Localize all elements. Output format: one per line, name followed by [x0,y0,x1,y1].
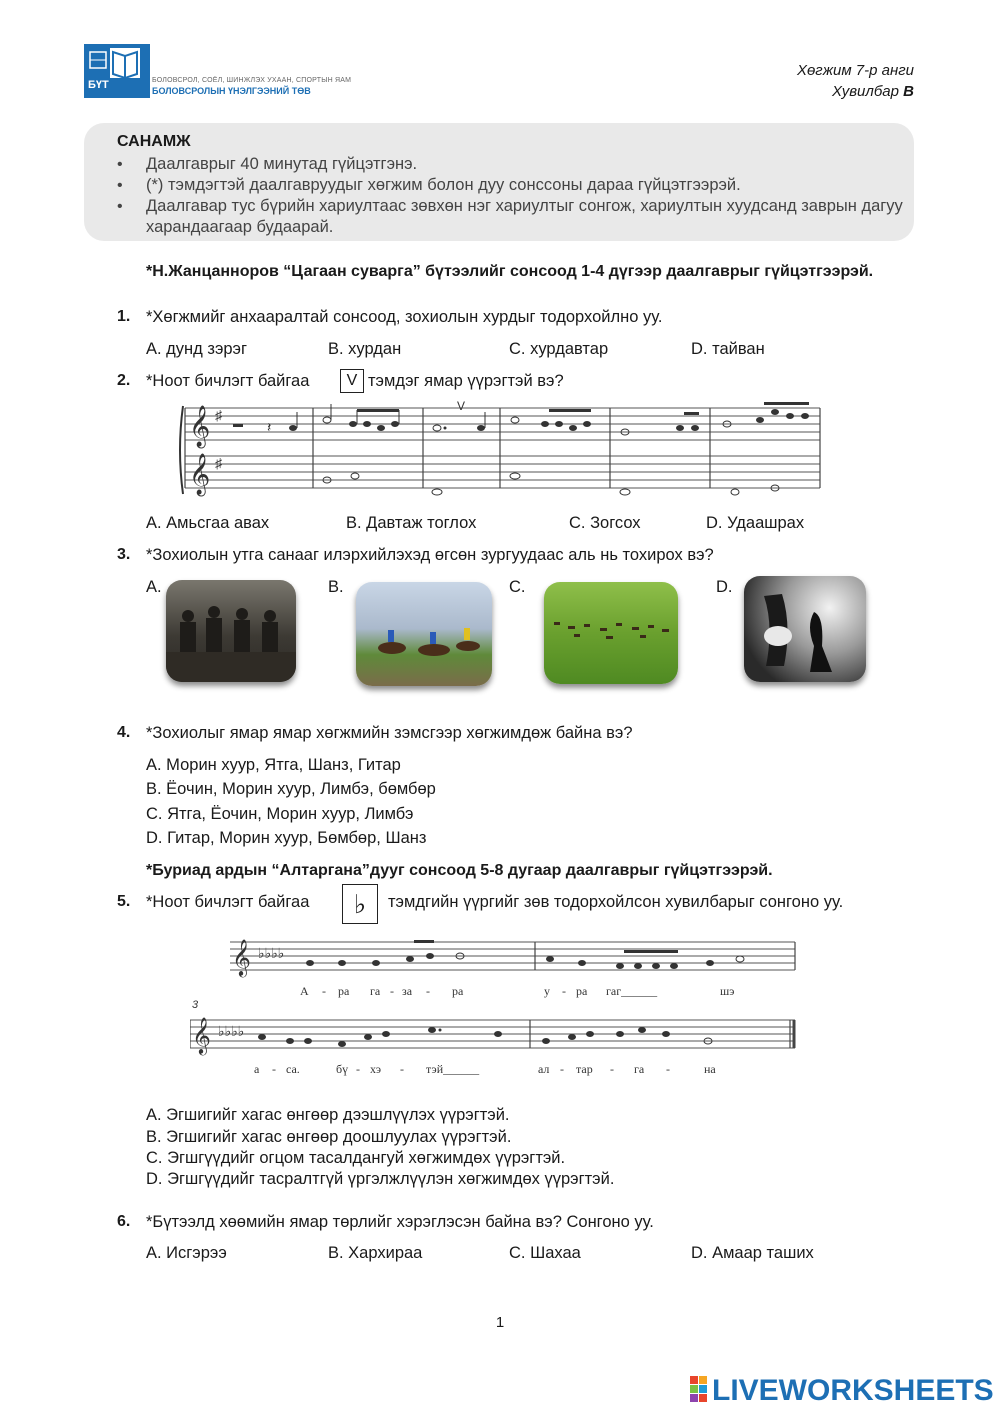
svg-text:𝄞: 𝄞 [192,1017,211,1053]
svg-text:𝄽: 𝄽 [267,419,272,435]
bullet-icon: • [117,156,123,173]
q3-label-d: D. [716,578,733,596]
lyric: у [544,984,550,998]
q3-image-warriors[interactable] [166,580,296,682]
lyric: га [370,984,381,998]
instruction-item: Даалгаврыг 40 минутад гүйцэтгэнэ. [146,155,418,173]
lyric: - [322,984,326,998]
lyric: - [666,1062,670,1076]
q3-number: 3. [117,546,131,563]
measure-number: 3 [192,999,199,1011]
lyric: бү [336,1062,349,1076]
lyric: - [426,984,430,998]
liveworksheets-watermark: LIVEWORKSHEETS [712,1374,994,1407]
q5-option-d[interactable]: D. Эгшгүүдийг тасралтгүй үргэлжлүүлэн хөгжимдөх үүрэгтэй. [146,1170,615,1188]
q6-option-a[interactable]: A. Исгэрээ [146,1244,227,1262]
lyric: ра [338,984,350,998]
q2-option-a[interactable]: A. Амьсгаа авах [146,514,270,532]
q1-option-c[interactable]: C. хурдавтар [509,340,609,358]
svg-text:V: V [457,399,466,413]
svg-text:𝄞: 𝄞 [232,939,251,975]
lyric: ра [452,984,464,998]
q4-number: 4. [117,724,131,741]
q2-option-c[interactable]: C. Зогсох [569,514,641,532]
q3-label-a: A. [146,578,162,596]
q5-text-before: *Ноот бичлэгт байгаа [146,893,310,911]
breath-mark-box: V [340,369,364,393]
lyric: са. [286,1062,300,1076]
lyric: тар [576,1062,593,1076]
q3-image-horse-race[interactable] [356,582,492,686]
q5-option-b[interactable]: B. Эгшигийг хагас өнгөөр доошлуулах үүрэгтэй. [146,1128,512,1146]
q5-number: 5. [117,893,131,910]
q5-option-a[interactable]: A. Эгшигийг хагас өнгөөр дээшлүүлэх үүрэгтэй. [146,1106,510,1124]
horse-race-image [356,582,492,686]
q2-option-b[interactable]: B. Давтаж тоглох [346,514,477,532]
instruction-item: (*) тэмдэгтэй даалгавруудыг хөгжим болон дуу сонссоны дараа гүйцэтгээрэй. [146,176,741,194]
lyric: ал [538,1062,550,1076]
q2-number: 2. [117,372,131,389]
logo-abbr: БҮТ [88,79,109,91]
figures-drawing-image [744,576,866,682]
instructions-title: САНАМЖ [117,133,191,150]
section-1-heading: *Н.Жанцанноров “Цагаан суварга” бүтээлийг сонсоод 1-4 дүгээр даалгаврыг гүйцэтгээрэй. [146,263,874,280]
q1-option-b[interactable]: B. хурдан [328,340,402,358]
q2-text-after: тэмдэг ямар үүрэгтэй вэ? [368,372,564,390]
variant-label: Хувилбар [832,83,899,100]
lyric: - [272,1062,276,1076]
q6-number: 6. [117,1213,131,1230]
q3-label-b: B. [328,578,344,596]
svg-text:♯: ♯ [215,455,222,471]
lyric: за [402,984,413,998]
lyric: - [610,1062,614,1076]
lyric: - [562,984,566,998]
lyric: а [254,1062,260,1076]
q5-text-after: тэмдгийн үүргийг зөв тодорхойлсон хувилбарыг сонгоно уу. [388,893,844,911]
section-2-heading: *Буриад ардын “Алтаргана”дууг сонсоод 5-8 дугаар даалгаврыг гүйцэтгээрэй. [146,862,773,879]
q1-text: *Хөгжмийг анхааралтай сонсоод, зохиолын хурдыг тодорхойлно уу. [146,308,663,326]
q1-option-d[interactable]: D. тайван [691,340,765,358]
q3-text: *Зохиолын утга санааг илэрхийлэхэд өгсөн зургуудаас аль нь тохирох вэ? [146,546,714,564]
lyric: - [356,1062,360,1076]
svg-text:𝄞: 𝄞 [189,405,211,446]
lyric: гаг______ [606,984,658,998]
q3-image-steppe-horses[interactable] [544,582,678,684]
variant-line [832,83,914,100]
q3-image-figures-drawing[interactable] [744,576,866,682]
q4-option-a[interactable]: A. Морин хуур, Ятга, Шанз, Гитар [146,756,401,774]
q1-option-a[interactable]: A. дунд зэрэг [146,340,247,358]
svg-text:♭♭♭♭: ♭♭♭♭ [258,945,285,961]
logo-center-text: БОЛОВСРОЛЫН ҮНЭЛГЭЭНИЙ ТӨВ [152,86,311,96]
logo-ministry-text: БОЛОВСРОЛ, СОЁЛ, ШИНЖЛЭХ УХААН, СПОРТЫН ЯАМ [152,77,352,84]
variant-letter: B [903,83,914,100]
lyric: ра [576,984,588,998]
q6-text: *Бүтээлд хөөмийн ямар төрлийг хэрэглэсэн байна вэ? Сонгоно уу. [146,1213,654,1231]
lyric: - [560,1062,564,1076]
warriors-image [166,580,296,682]
q3-label-c: C. [509,578,526,596]
bullet-icon: • [117,198,123,215]
q4-option-c[interactable]: C. Ятга, Ёочин, Морин хуур, Лимбэ [146,805,414,823]
q2-option-d[interactable]: D. Удаашрах [706,514,805,532]
lyric: тэй______ [426,1062,480,1076]
q6-option-b[interactable]: B. Хархираа [328,1244,423,1262]
q2-score-notation [175,398,825,502]
q4-option-b[interactable]: B. Ёочин, Морин хуур, Лимбэ, бөмбөр [146,780,436,798]
lyric: - [400,1062,404,1076]
q2-text-before: *Ноот бичлэгт байгаа [146,372,310,390]
q4-option-d[interactable]: D. Гитар, Морин хуур, Бөмбөр, Шанз [146,829,427,847]
svg-text:♭♭♭♭: ♭♭♭♭ [218,1023,245,1039]
svg-text:𝄞: 𝄞 [189,453,211,494]
lyric: А [300,984,309,998]
page-number: 1 [495,1314,505,1331]
q5-option-c[interactable]: C. Эгшгүүдийг огцом тасалдангуй хөгжимдөх үүрэгтэй. [146,1149,566,1167]
svg-text:♯: ♯ [215,407,222,423]
q4-text: *Зохиолыг ямар ямар хөгжмийн зэмсгээр хөгжимдөж байна вэ? [146,724,633,742]
bullet-icon: • [117,177,123,194]
flat-sign-box: ♭ [342,884,378,924]
subject-grade: Хөгжим 7-р анги [796,62,914,79]
q1-number: 1. [117,308,131,325]
instruction-item: Даалгавар тус бүрийн хариултаас зөвхөн нэг хариултыг сонгож, хариултын хуудсанд заврын дагуу харандаагаар будаарай. [146,197,903,236]
q6-option-d[interactable]: D. Амаар таших [691,1244,814,1262]
lyric: на [704,1062,716,1076]
steppe-horses-image [544,582,678,684]
q5-score-notation [190,928,800,1083]
lyric: шэ [720,984,735,998]
lyric: - [390,984,394,998]
q6-option-c[interactable]: C. Шахаа [509,1244,581,1262]
lyric: га [634,1062,645,1076]
lyric: хэ [370,1062,381,1076]
